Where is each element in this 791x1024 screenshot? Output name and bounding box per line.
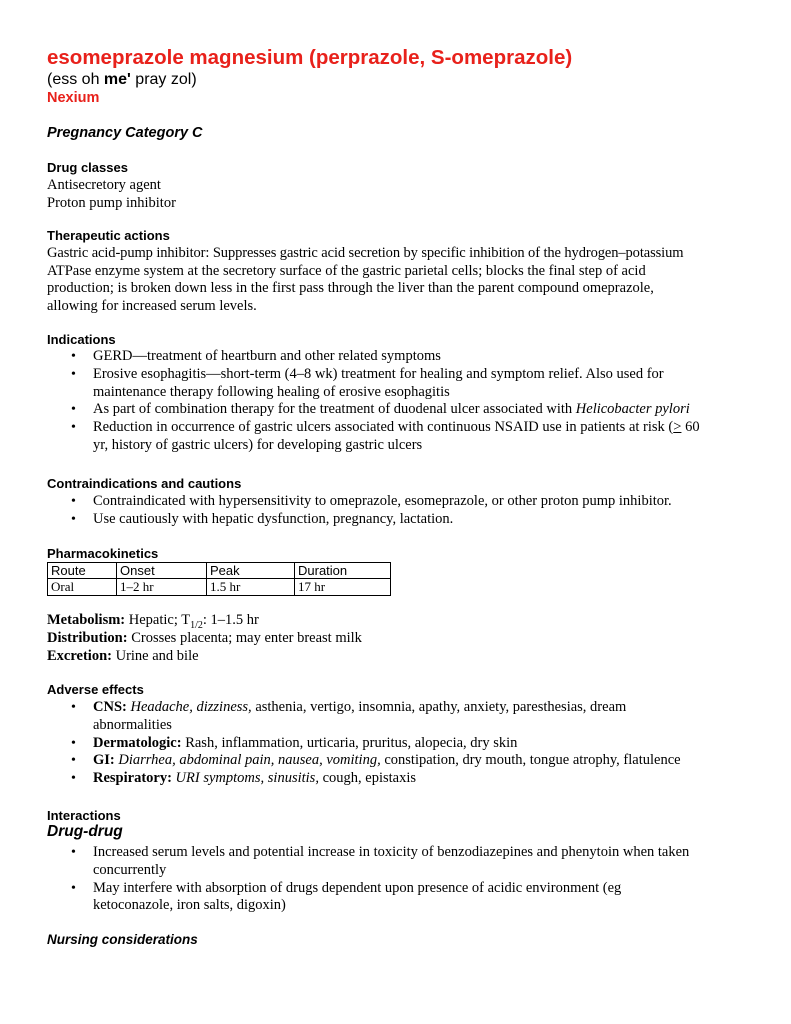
- therapeutic-line: allowing for increased serum levels.: [47, 298, 257, 314]
- adverse-category: GI:: [93, 752, 115, 769]
- distribution-line: [47, 630, 362, 648]
- interaction-text: Increased serum levels and potential increase in toxicity of benzodiazepines and phenytoin when taken: [93, 844, 690, 860]
- indication-text: Reduction in occurrence of gastric ulcers associated with continuous NSAID use in patients at risk (: [93, 419, 674, 436]
- bullet-icon: •: [71, 349, 76, 364]
- half-life-subscript: 1/2: [190, 619, 203, 631]
- adverse-category: Dermatologic:: [93, 734, 182, 751]
- therapeutic-line: ATPase enzyme system at the secretory surface of the gastric parietal cells; blocks the final step of acid: [47, 263, 646, 279]
- adverse-text: abnormalities: [93, 716, 172, 733]
- list-item: [47, 419, 757, 455]
- excretion-line: [47, 648, 199, 666]
- list-item: [47, 880, 757, 916]
- excretion-text: Urine and bile: [111, 648, 199, 664]
- table-header-cell: Duration: [295, 563, 391, 579]
- list-item: [47, 401, 757, 419]
- list-item: [47, 735, 757, 753]
- bullet-icon: •: [71, 700, 76, 715]
- therapeutic-heading: Therapeutic actions: [47, 228, 170, 243]
- adverse-text: cough, epistaxis: [318, 770, 417, 787]
- bullet-icon: •: [71, 494, 76, 509]
- distribution-text: Crosses placenta; may enter breast milk: [127, 630, 362, 646]
- drug-class-item: Antisecretory agent: [47, 177, 161, 193]
- list-item: [47, 752, 757, 770]
- table-header-cell: Peak: [207, 563, 295, 579]
- pharmacokinetics-heading: Pharmacokinetics: [47, 546, 159, 561]
- bullet-icon: •: [71, 420, 76, 436]
- indications-list: [47, 348, 757, 455]
- list-item: [47, 770, 757, 788]
- metabolism-label: Metabolism:: [47, 612, 126, 628]
- table-header-row: [48, 563, 391, 579]
- indication-text: maintenance therapy following healing of erosive esophagitis: [93, 383, 450, 400]
- pronunciation: [47, 70, 757, 89]
- adverse-category: Respiratory:: [93, 770, 172, 787]
- adverse-common: URI symptoms, sinusitis,: [171, 770, 319, 787]
- table-cell: Oral: [48, 579, 117, 596]
- list-item: [47, 493, 757, 511]
- bullet-icon: •: [71, 735, 76, 751]
- contraindication-text: Use cautiously with hepatic dysfunction, pregnancy, lactation.: [93, 510, 454, 527]
- bullet-icon: •: [71, 402, 76, 418]
- drug-drug-list: [47, 844, 757, 915]
- bullet-icon: •: [71, 880, 76, 896]
- therapeutic-line: Gastric acid-pump inhibitor: Suppresses gastric acid secretion by specific inhibition of the hydrogen–potassium: [47, 245, 684, 261]
- bullet-icon: •: [71, 366, 76, 382]
- table-row: [48, 579, 391, 596]
- indication-organism: Helicobacter pylori: [575, 401, 690, 418]
- drug-title: esomeprazole magnesium (perprazole, S-omeprazole): [47, 46, 573, 69]
- indication-text: GERD—treatment of heartburn and other related symptoms: [93, 348, 441, 364]
- excretion-label: Excretion:: [47, 648, 112, 664]
- adverse-effects-heading: Adverse effects: [47, 682, 144, 697]
- adverse-effects-list: [47, 699, 757, 788]
- monograph-page: [47, 46, 757, 947]
- contraindications-heading: Contraindications and cautions: [47, 476, 242, 491]
- drug-class-item: Proton pump inhibitor: [47, 195, 176, 211]
- therapeutic-line: production; is broken down less in the first pass through the liver than the parent compound omeprazole,: [47, 280, 654, 296]
- indication-text: As part of combination therapy for the treatment of duodenal ulcer associated with: [93, 401, 576, 418]
- pregnancy-category: Pregnancy Category C: [47, 125, 203, 141]
- adverse-category: CNS:: [93, 699, 127, 715]
- bullet-icon: •: [71, 771, 76, 787]
- bullet-icon: •: [71, 845, 76, 860]
- pharmacokinetics-table: [47, 562, 391, 596]
- distribution-label: Distribution:: [47, 630, 128, 646]
- drug-classes-heading: Drug classes: [47, 160, 128, 175]
- table-header-cell: Route: [48, 563, 117, 579]
- brand-name: Nexium: [47, 90, 100, 106]
- pronunciation-post: pray zol): [130, 71, 197, 88]
- list-item: [47, 511, 757, 529]
- list-item: [47, 366, 757, 402]
- interaction-text: ketoconazole, iron salts, digoxin): [93, 897, 286, 914]
- metabolism-pre: Hepatic; T: [125, 612, 191, 628]
- contraindication-text: Contraindicated with hypersensitivity to omeprazole, esomeprazole, or other proton pump inhibitor.: [93, 493, 672, 509]
- adverse-common: Headache, dizziness,: [126, 699, 252, 715]
- pronunciation-stress: me': [103, 71, 131, 88]
- list-item: [47, 699, 757, 735]
- drug-drug-heading: Drug-drug: [47, 823, 123, 840]
- adverse-text: constipation, dry mouth, tongue atrophy, flatulence: [380, 752, 681, 769]
- interaction-text: concurrently: [93, 861, 167, 878]
- greater-equal-symbol: >: [673, 419, 682, 436]
- adverse-text: Rash, inflammation, urticaria, pruritus, alopecia, dry skin: [181, 734, 518, 751]
- indication-age: 60: [681, 419, 700, 436]
- contraindications-list: [47, 493, 757, 529]
- list-item: [47, 348, 757, 366]
- indications-heading: Indications: [47, 332, 116, 347]
- interactions-heading: Interactions: [47, 808, 121, 823]
- adverse-common: Diarrhea, abdominal pain, nausea, vomiting,: [114, 752, 381, 769]
- list-item: [47, 844, 757, 880]
- indication-text: Erosive esophagitis—short-term (4–8 wk) treatment for healing and symptom relief. Also used for: [93, 365, 664, 382]
- metabolism-post: : 1–1.5 hr: [202, 612, 259, 628]
- table-cell: 1–2 hr: [117, 579, 207, 596]
- nursing-considerations-heading: Nursing considerations: [47, 932, 198, 947]
- bullet-icon: •: [71, 753, 76, 769]
- table-cell: 17 hr: [295, 579, 391, 596]
- interaction-text: May interfere with absorption of drugs dependent upon presence of acidic environment (eg: [93, 879, 622, 896]
- table-header-cell: Onset: [117, 563, 207, 579]
- adverse-text: asthenia, vertigo, insomnia, apathy, anxiety, paresthesias, dream: [251, 699, 627, 715]
- bullet-icon: •: [71, 511, 76, 527]
- table-cell: 1.5 hr: [207, 579, 295, 596]
- pronunciation-pre: (ess oh: [47, 71, 104, 88]
- indication-text: yr, history of gastric ulcers) for developing gastric ulcers: [93, 436, 423, 453]
